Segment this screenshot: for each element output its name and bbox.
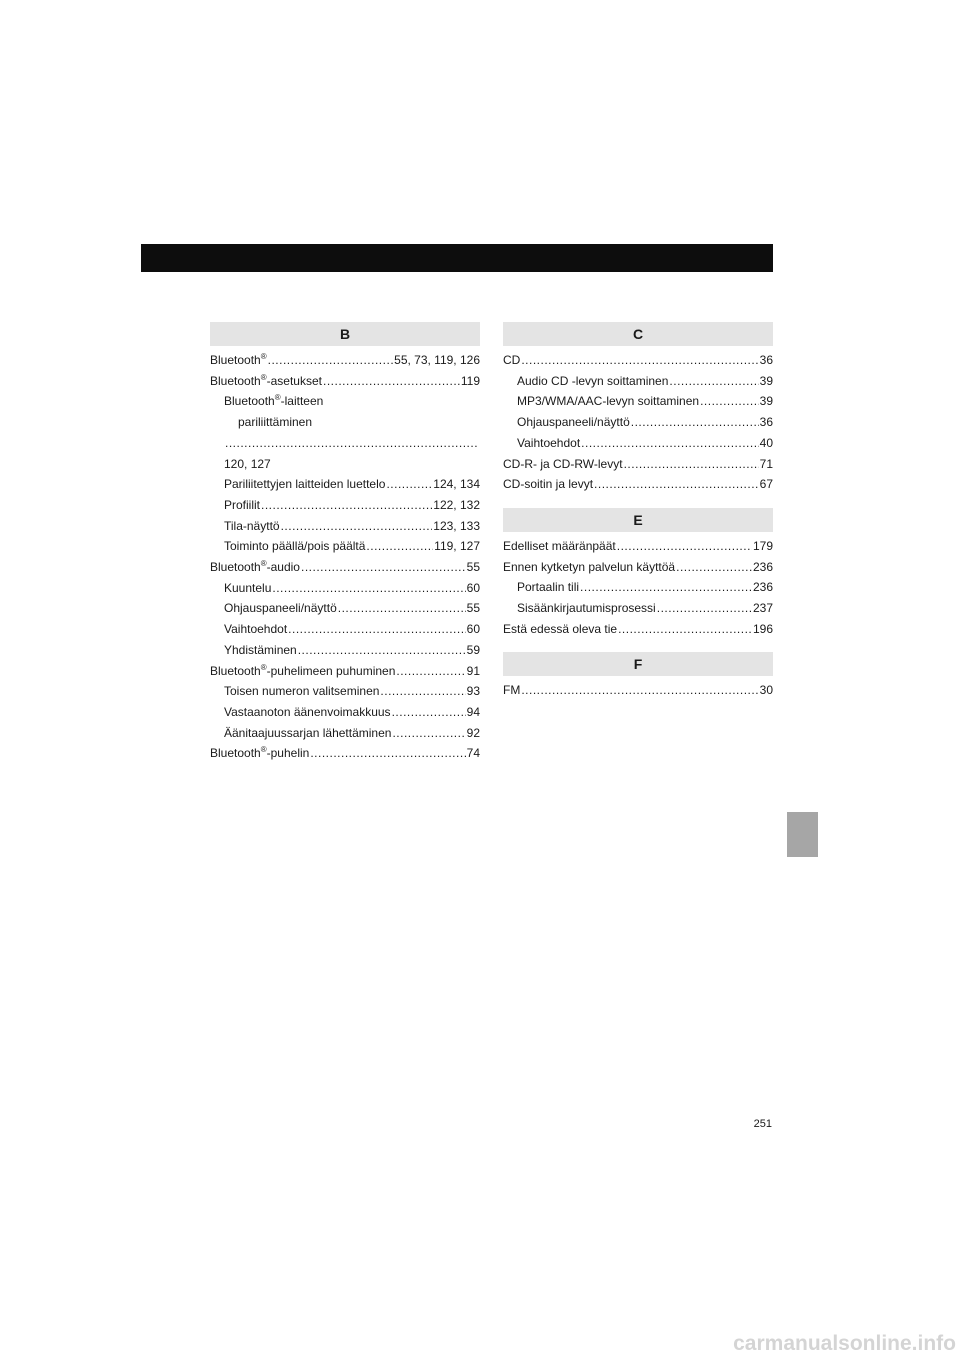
leader-dots [288,619,465,640]
entry-text: Tila-näyttö [224,518,280,533]
entry-text: Edelliset määränpäät [503,538,616,553]
entry-label [224,495,260,516]
section-letter-heading: C [503,322,773,346]
entry-label [210,661,395,682]
entry-text: CD [503,353,521,367]
entry-label [224,598,337,619]
leader-dots [272,578,465,599]
leader-dots [676,557,752,578]
entry-label [503,680,520,701]
entry-label [224,619,287,640]
leader-dots [594,474,759,495]
leader-dots [581,433,758,454]
index-entry [210,743,480,764]
index-entry [210,723,480,744]
registered-mark: ® [260,372,267,382]
entry-label [224,536,365,557]
leader-dots [261,495,432,516]
entry-text: CD-soitin ja levyt [503,477,594,492]
entry-label [503,454,623,475]
entry-label [210,371,322,392]
leader-dots [521,680,758,701]
section-letter-heading: E [503,508,773,532]
index-entry [210,371,480,392]
entry-text: FM [503,683,521,698]
index-entry [503,433,773,454]
leader-dots [657,598,752,619]
index-entry [503,557,773,578]
entry-text: Bluetooth [210,663,261,678]
index-entry [503,577,773,598]
leader-dots [366,536,433,557]
leader-dots [617,536,752,557]
entry-label [210,557,300,578]
entry-text: Ohjauspaneeli/näyttö [224,601,337,616]
entry-text: Sisäänkirjautumisprosessi [517,601,656,616]
entry-text-rest: -asetukset [266,373,322,388]
entry-label [517,371,668,392]
entry-pages: 93 [466,684,480,699]
entry-pages: 71 [759,456,773,471]
leader-dots [310,743,465,764]
entry-label [224,578,271,599]
entry-pages: 40 [759,435,773,450]
leader-dots [380,681,465,702]
entry-text: Pariliitettyjen laitteiden luettelo [224,477,386,492]
header-bar [141,244,773,272]
page-number: 251 [753,1118,772,1130]
entry-pages: 123, 133 [433,518,480,533]
entry-text-rest: -puhelimeen puhuminen [266,663,396,678]
entry-text: Estä edessä oleva tie [503,621,618,636]
leader-dots [618,619,752,640]
entry-text: Bluetooth [210,373,261,388]
entry-label [503,350,520,371]
leader-dots [624,454,759,475]
index-entry [210,557,480,578]
registered-mark: ® [260,745,267,755]
entry-text: Portaalin tili [517,580,580,595]
entry-pages: 119, 127 [434,539,480,554]
entry-pages: 120, 127 [224,456,271,471]
entry-text: Audio CD -levyn soittaminen [517,373,669,388]
leader-dots [392,723,465,744]
entry-label [210,350,267,371]
index-section-e [503,508,773,640]
entry-label [517,598,656,619]
entry-text: Ohjauspaneeli/näyttö [517,415,630,430]
entry-pages: 236 [752,580,773,595]
entry-label [224,474,385,495]
entry-pages: 91 [466,663,480,678]
entry-text: Toisen numeron valitseminen [224,684,380,699]
entry-text-rest: -puhelin [266,746,310,761]
section-letter-heading: F [503,652,773,676]
watermark-text: carmanualsonline.info [733,1332,956,1355]
registered-mark: ® [260,662,267,672]
entry-label [503,557,675,578]
leader-dots [338,598,466,619]
leader-dots [631,412,759,433]
entry-label [517,412,630,433]
entry-text-rest: -laitteen [280,394,324,409]
index-entry [210,474,480,495]
index-entry [210,578,480,599]
leader-dots [392,702,466,723]
index-section-c [503,322,773,495]
registered-mark: ® [260,352,267,361]
entry-pages: 196 [752,621,773,636]
entry-label [517,577,579,598]
index-entry [210,619,480,640]
leader-dots [700,391,759,412]
entry-text: Bluetooth [210,560,261,575]
entry-text: MP3/WMA/AAC-levyn soittaminen [517,394,700,409]
index-entry [210,536,480,557]
leader-dots [396,661,465,682]
entry-text: Kuuntelu [224,580,272,595]
entry-label [224,516,280,537]
index-entry [503,536,773,557]
entry-text: Yhdistäminen [224,642,297,657]
entry-pages: 237 [752,601,773,616]
index-entry [210,702,480,723]
entry-text: Vaihtoehdot [224,622,288,637]
entry-text: Bluetooth [210,746,261,761]
entry-text: Bluetooth [210,353,261,367]
index-entry [503,454,773,475]
leader-dots [386,474,432,495]
entry-label [224,702,391,723]
leader-dots [521,350,758,371]
index-entry [210,661,480,682]
index-entry [503,680,773,701]
entry-label [210,743,309,764]
entry-pages: 67 [759,477,773,492]
entry-label [224,681,379,702]
entry-text: Profiilit [224,497,261,512]
index-entry [503,412,773,433]
entry-pages: 179 [752,538,773,553]
entry-pages: 55, 73, 119, 126 [394,353,480,367]
index-column-right [503,322,773,714]
entry-label [517,433,580,454]
leader-dots [669,371,758,392]
entry-label [503,474,593,495]
entry-label [224,391,480,412]
entry-pages: 55 [466,601,480,616]
index-entry [503,619,773,640]
entry-text: Bluetooth [224,394,275,409]
entry-pages: 74 [466,746,480,761]
entry-text: CD-R- ja CD-RW-levyt [503,456,623,471]
leader-dots [323,371,460,392]
index-entry [210,640,480,661]
section-letter-heading: B [210,322,480,346]
entry-text: Ennen kytketyn palvelun käyttöä [503,559,676,574]
entry-pages: 124, 134 [433,477,480,492]
index-entry [210,350,480,371]
registered-mark: ® [260,559,267,569]
index-entry [210,681,480,702]
entry-pages: 236 [752,559,773,574]
leader-dots [281,516,433,537]
leader-dots [225,433,479,454]
entry-pages: 122, 132 [433,497,480,512]
index-entry [210,391,480,474]
entry-pages: 92 [466,725,480,740]
entry-pages: 39 [759,394,773,409]
leader-dots [268,350,394,371]
index-entry [503,391,773,412]
index-entry [503,371,773,392]
entry-pages: 55 [466,560,480,575]
entry-text: Toiminto päällä/pois päältä [224,539,366,554]
entry-text: Äänitaajuussarjan lähettäminen [224,725,392,740]
entry-pages: 39 [759,373,773,388]
index-entry [503,350,773,371]
entry-label [503,536,616,557]
entry-label [517,391,699,412]
chapter-side-tab [787,812,818,857]
index-section-b [210,322,480,764]
entry-pages: 30 [759,683,773,698]
index-section-f [503,652,773,701]
leader-dots [298,640,466,661]
entry-pages: 59 [466,642,480,657]
registered-mark: ® [274,393,281,403]
entry-pages: 60 [466,622,480,637]
entry-continuation: pariliittäminen [238,415,313,430]
index-column-left [210,322,480,777]
index-entry [503,598,773,619]
leader-dots [301,557,466,578]
leader-dots [580,577,752,598]
entry-label [224,723,391,744]
entry-label [503,619,617,640]
index-entry [210,598,480,619]
entry-pages: 36 [759,415,773,430]
entry-label [224,640,297,661]
entry-text: Vaihtoehdot [517,435,581,450]
index-entry [503,474,773,495]
index-entry [210,516,480,537]
entry-pages: 36 [759,353,773,367]
entry-pages: 60 [466,580,480,595]
entry-pages: 119 [460,373,480,388]
entry-pages: 94 [466,704,480,719]
entry-text: Vastaanoton äänenvoimakkuus [224,704,391,719]
index-entry [210,495,480,516]
entry-text-rest: -audio [266,560,300,575]
